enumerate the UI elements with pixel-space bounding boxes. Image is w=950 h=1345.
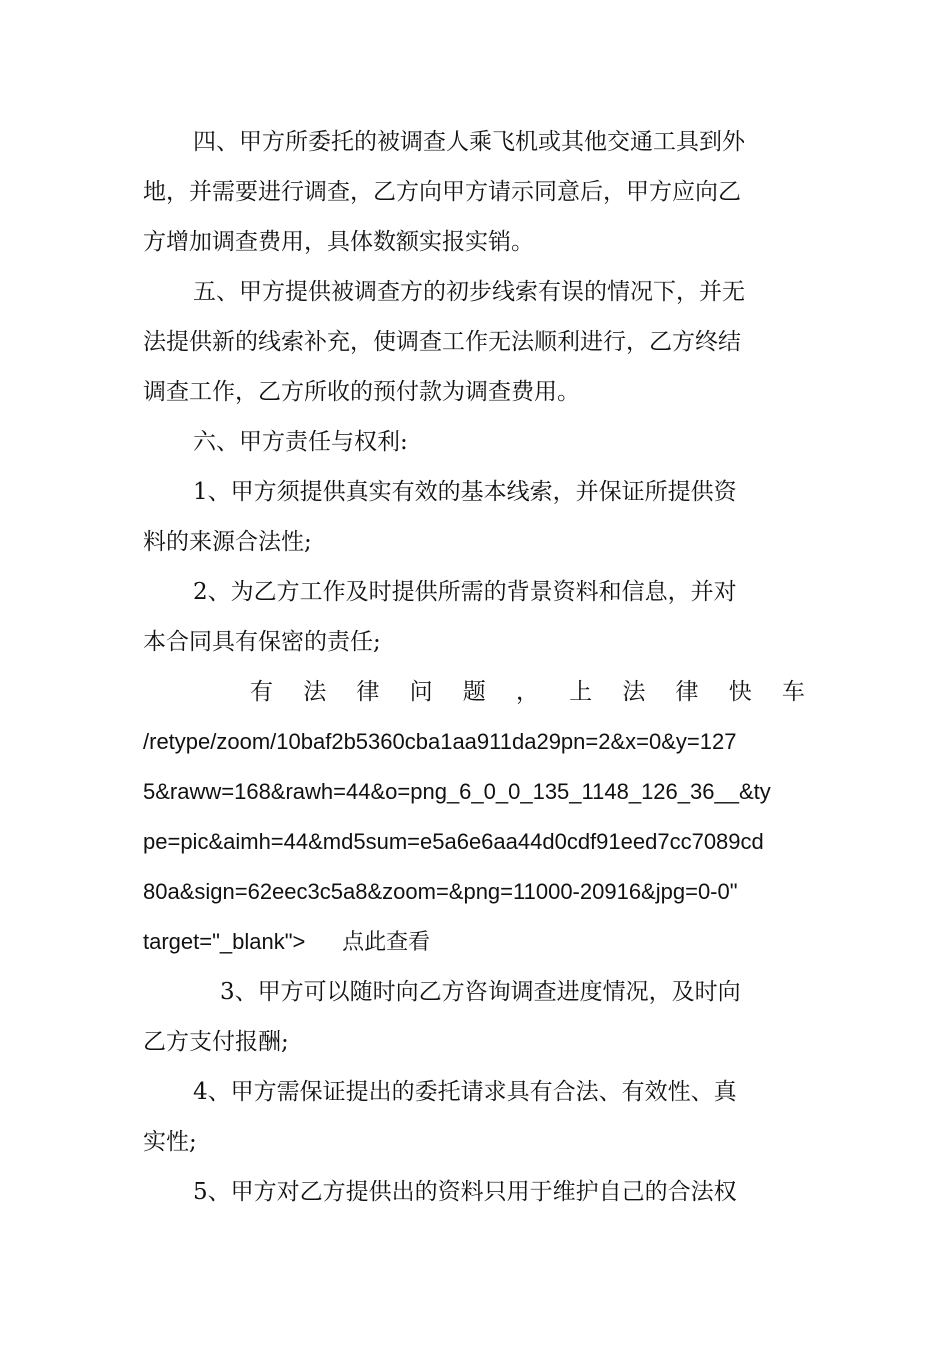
url-fragment-line-2: 5&raww=168&rawh=44&o=png_6_0_0_135_1148_126_36__&ty [143,779,771,804]
paragraph-4-line-2: 地，并需要进行调查，乙方向甲方请示同意后，甲方应向乙 [143,179,741,205]
spam-char: 法 [622,679,646,705]
spam-char: 律 [675,679,699,705]
spam-char: 题 [462,679,486,705]
paragraph-5-line-1: 五、甲方提供被调查方的初步线索有误的情况下，并无 [193,279,745,305]
paragraph-4-line-1: 四、甲方所委托的被调查人乘飞机或其他交通工具到外 [193,129,745,155]
item-1-line-2: 料的来源合法性; [143,529,312,555]
item-4-line-2: 实性; [143,1129,197,1155]
item-1-line-1: 1、甲方须提供真实有效的基本线索，并保证所提供资 [193,479,737,505]
spam-char: 法 [303,679,327,705]
item-3-line-2: 乙方支付报酬; [143,1029,289,1055]
item-2-line-1: 2、为乙方工作及时提供所需的背景资料和信息，并对 [193,579,737,605]
url-fragment-line-3: pe=pic&aimh=44&md5sum=e5a6e6aa44d0cdf91eed7cc7089cd [143,829,764,854]
url-fragment-line-5[interactable]: target="_blank"> 点此查看 [143,929,431,954]
spam-link-text[interactable] [250,677,805,707]
paragraph-5-line-3: 调查工作，乙方所收的预付款为调查费用。 [143,379,580,405]
spam-char: ， [515,679,539,705]
spam-char: 律 [356,679,380,705]
item-2-line-2: 本合同具有保密的责任; [143,629,381,655]
item-3-line-1: 3、甲方可以随时向乙方咨询调查进度情况，及时向 [220,979,741,1005]
url-fragment-line-4: 80a&sign=62eec3c5a8&zoom=&png=11000-20916&jpg=0-0" [143,879,738,904]
url-fragment-line-1: /retype/zoom/10baf2b5360cba1aa911da29pn=2&x=0&y=127 [143,729,737,754]
spam-char: 有 [250,679,273,705]
spam-char: 问 [409,679,433,705]
spam-char: 车 [781,679,805,705]
spam-char: 快 [728,679,752,705]
paragraph-5-line-2: 法提供新的线索补充，使调查工作无法顺利进行，乙方终结 [143,329,741,355]
paragraph-4-line-3: 方增加调查费用，具体数额实报实销。 [143,229,534,255]
item-5-line-1: 5、甲方对乙方提供出的资料只用于维护自己的合法权 [193,1179,737,1205]
item-4-line-1: 4、甲方需保证提出的委托请求具有合法、有效性、真 [193,1079,737,1105]
spam-char: 上 [569,679,593,705]
section-6-heading: 六、甲方责任与权利: [193,429,408,455]
